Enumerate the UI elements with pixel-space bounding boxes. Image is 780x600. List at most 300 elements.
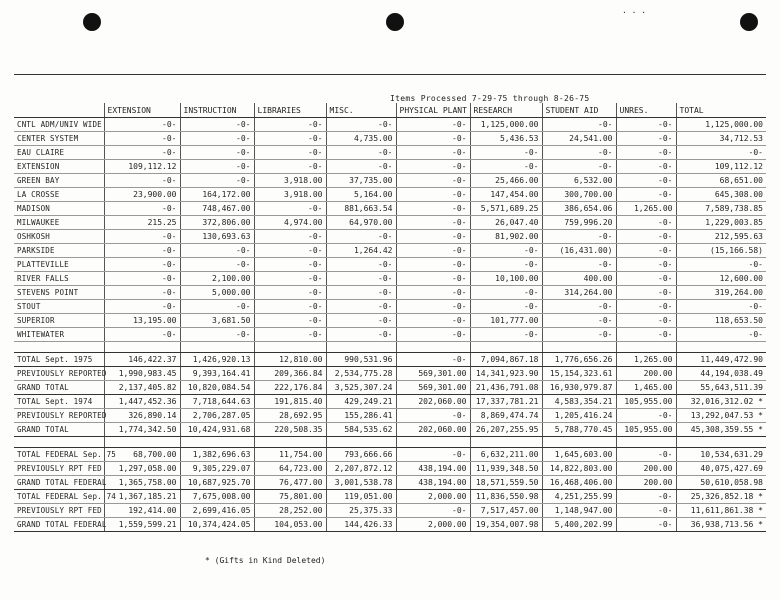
row-label: CENTER SYSTEM — [14, 132, 104, 146]
cell-value: 1,125,000.00 — [470, 118, 542, 132]
cell-value: 386,654.06 — [542, 202, 616, 216]
cell-value: -0- — [470, 328, 542, 342]
cell-value: -0- — [616, 258, 676, 272]
cell-value — [254, 342, 326, 353]
cell-value: -0- — [470, 244, 542, 258]
cell-value: 14,341,923.90 — [470, 367, 542, 381]
cell-value: -0- — [616, 300, 676, 314]
cell-value: 45,308,359.55 * — [676, 423, 766, 437]
cell-value: 68,651.00 — [676, 174, 766, 188]
cell-value: -0- — [470, 258, 542, 272]
cell-value: 155,286.41 — [326, 409, 396, 423]
cell-value: 10,100.00 — [470, 272, 542, 286]
cell-value — [326, 437, 396, 448]
cell-value: -0- — [180, 300, 254, 314]
row-label — [14, 437, 104, 448]
cell-value: -0- — [542, 230, 616, 244]
cell-value: 3,681.50 — [180, 314, 254, 328]
cell-value: 64,970.00 — [326, 216, 396, 230]
cell-value: 10,374,424.05 — [180, 518, 254, 532]
cell-value: -0- — [396, 118, 470, 132]
cell-value: -0- — [616, 518, 676, 532]
cell-value: 584,535.62 — [326, 423, 396, 437]
cell-value: 645,308.00 — [676, 188, 766, 202]
column-header: MISC. — [326, 103, 396, 118]
cell-value: 1,645,603.00 — [542, 448, 616, 462]
cell-value: -0- — [396, 272, 470, 286]
cell-value: -0- — [104, 202, 180, 216]
cell-value: -0- — [396, 448, 470, 462]
cell-value: 1,205,416.24 — [542, 409, 616, 423]
cell-value: -0- — [542, 328, 616, 342]
cell-value: 16,468,406.00 — [542, 476, 616, 490]
cell-value: 11,836,550.98 — [470, 490, 542, 504]
cell-value: -0- — [254, 328, 326, 342]
cell-value: 1,265.00 — [616, 353, 676, 367]
cell-value: 1,297,058.00 — [104, 462, 180, 476]
cell-value: 8,869,474.74 — [470, 409, 542, 423]
row-label: STOUT — [14, 300, 104, 314]
row-label: TOTAL Sept. 1975 — [14, 353, 104, 367]
cell-value: -0- — [180, 146, 254, 160]
cell-value: -0- — [616, 490, 676, 504]
cell-value: 5,400,202.99 — [542, 518, 616, 532]
cell-value: -0- — [616, 286, 676, 300]
cell-value: 1,990,983.45 — [104, 367, 180, 381]
cell-value: -0- — [470, 286, 542, 300]
cell-value: 1,367,185.21 — [104, 490, 180, 504]
table-row — [14, 202, 766, 216]
cell-value — [104, 437, 180, 448]
table-row — [14, 409, 766, 423]
row-label: LA CROSSE — [14, 188, 104, 202]
cell-value: -0- — [326, 286, 396, 300]
cell-value: 191,815.40 — [254, 395, 326, 409]
table-row — [14, 423, 766, 437]
binder-hole-left — [83, 13, 101, 31]
cell-value: 34,712.53 — [676, 132, 766, 146]
table-row — [14, 174, 766, 188]
cell-value: 1,774,342.50 — [104, 423, 180, 437]
cell-value: -0- — [542, 300, 616, 314]
cell-value: 759,996.20 — [542, 216, 616, 230]
cell-value: 12,600.00 — [676, 272, 766, 286]
cell-value: 300,700.00 — [542, 188, 616, 202]
column-header: LIBRARIES — [254, 103, 326, 118]
cell-value: -0- — [396, 230, 470, 244]
cell-value: 7,517,457.00 — [470, 504, 542, 518]
cell-value: 202,060.00 — [396, 395, 470, 409]
row-label: EXTENSION — [14, 160, 104, 174]
cell-value: 105,955.00 — [616, 423, 676, 437]
row-label: EAU CLAIRE — [14, 146, 104, 160]
cell-value: 793,666.66 — [326, 448, 396, 462]
cell-value: 36,938,713.56 * — [676, 518, 766, 532]
table-row — [14, 216, 766, 230]
column-header: EXTENSION — [104, 103, 180, 118]
table-row — [14, 188, 766, 202]
row-label: TOTAL FEDERAL Sep. 74 — [14, 490, 104, 504]
cell-value — [396, 437, 470, 448]
cell-value: 220,508.35 — [254, 423, 326, 437]
cell-value — [254, 437, 326, 448]
row-label: PARKSIDE — [14, 244, 104, 258]
cell-value: 569,301.00 — [396, 367, 470, 381]
cell-value: -0- — [470, 300, 542, 314]
cell-value: 6,632,211.00 — [470, 448, 542, 462]
cell-value: -0- — [104, 328, 180, 342]
cell-value: 3,918.00 — [254, 174, 326, 188]
table-row — [14, 132, 766, 146]
cell-value: 1,125,000.00 — [676, 118, 766, 132]
cell-value: -0- — [616, 504, 676, 518]
cell-value: 2,699,416.05 — [180, 504, 254, 518]
cell-value — [676, 342, 766, 353]
row-label: PLATTEVILLE — [14, 258, 104, 272]
cell-value: -0- — [396, 146, 470, 160]
cell-value: 15,154,323.61 — [542, 367, 616, 381]
cell-value: -0- — [254, 132, 326, 146]
row-label: PREVIOUSLY REPORTED — [14, 367, 104, 381]
cell-value: 5,788,770.45 — [542, 423, 616, 437]
table-row — [14, 286, 766, 300]
cell-value: -0- — [104, 272, 180, 286]
cell-value: 200.00 — [616, 367, 676, 381]
cell-value: -0- — [396, 353, 470, 367]
cell-value: 1,426,920.13 — [180, 353, 254, 367]
cell-value: -0- — [254, 244, 326, 258]
cell-value: -0- — [180, 328, 254, 342]
cell-value — [396, 342, 470, 353]
cell-value: -0- — [254, 146, 326, 160]
cell-value: 26,207,255.95 — [470, 423, 542, 437]
cell-value: -0- — [676, 300, 766, 314]
table-row — [14, 272, 766, 286]
table-row — [14, 244, 766, 258]
cell-value: 11,611,861.38 * — [676, 504, 766, 518]
table-row — [14, 160, 766, 174]
cell-value: 23,900.00 — [104, 188, 180, 202]
cell-value: 55,643,511.39 — [676, 381, 766, 395]
table-row — [14, 395, 766, 409]
cell-value: -0- — [616, 188, 676, 202]
table-row — [14, 258, 766, 272]
cell-value: 200.00 — [616, 476, 676, 490]
cell-value: -0- — [254, 160, 326, 174]
cell-value: 14,822,803.00 — [542, 462, 616, 476]
cell-value: -0- — [616, 409, 676, 423]
row-label: GRAND TOTAL — [14, 423, 104, 437]
row-label: PREVIOUSLY RPT FED — [14, 462, 104, 476]
cell-value: (16,431.00) — [542, 244, 616, 258]
cell-value: 50,610,058.98 — [676, 476, 766, 490]
cell-value: 109,112.12 — [676, 160, 766, 174]
cell-value: 319,264.00 — [676, 286, 766, 300]
cell-value: -0- — [616, 118, 676, 132]
cell-value: 569,301.00 — [396, 381, 470, 395]
cell-value: 881,663.54 — [326, 202, 396, 216]
cell-value: 6,532.00 — [542, 174, 616, 188]
cell-value — [470, 342, 542, 353]
cell-value: -0- — [254, 202, 326, 216]
cell-value: -0- — [616, 160, 676, 174]
cell-value — [542, 342, 616, 353]
cell-value — [676, 437, 766, 448]
cell-value: -0- — [396, 258, 470, 272]
cell-value: 2,137,405.82 — [104, 381, 180, 395]
cell-value: 146,422.37 — [104, 353, 180, 367]
cell-value: -0- — [326, 314, 396, 328]
cell-value: -0- — [396, 504, 470, 518]
cell-value: 1,465.00 — [616, 381, 676, 395]
cell-value: 68,700.00 — [104, 448, 180, 462]
cell-value: 400.00 — [542, 272, 616, 286]
cell-value: 748,467.00 — [180, 202, 254, 216]
cell-value: 109,112.12 — [104, 160, 180, 174]
cell-value: 1,382,696.63 — [180, 448, 254, 462]
row-label: TOTAL Sept. 1974 — [14, 395, 104, 409]
row-label: MADISON — [14, 202, 104, 216]
cell-value: 130,693.63 — [180, 230, 254, 244]
cell-value: 209,366.84 — [254, 367, 326, 381]
row-label: PREVIOUSLY REPORTED — [14, 409, 104, 423]
cell-value: 2,000.00 — [396, 518, 470, 532]
cell-value — [326, 342, 396, 353]
table-row — [14, 230, 766, 244]
cell-value: -0- — [396, 328, 470, 342]
cell-value — [616, 342, 676, 353]
cell-value: 7,675,008.00 — [180, 490, 254, 504]
cell-value: 7,718,644.63 — [180, 395, 254, 409]
cell-value: 3,918.00 — [254, 188, 326, 202]
cell-value: -0- — [396, 160, 470, 174]
cell-value: 17,337,781.21 — [470, 395, 542, 409]
cell-value: -0- — [254, 272, 326, 286]
cell-value: 314,264.00 — [542, 286, 616, 300]
row-label — [14, 342, 104, 353]
cell-value: 372,806.00 — [180, 216, 254, 230]
report-subtitle: Items Processed 7-29-75 through 8-26-75 — [390, 94, 590, 103]
cell-value: 104,053.00 — [254, 518, 326, 532]
row-label: OSHKOSH — [14, 230, 104, 244]
cell-value: 118,653.50 — [676, 314, 766, 328]
cell-value: -0- — [104, 132, 180, 146]
cell-value: -0- — [180, 160, 254, 174]
cell-value: -0- — [254, 230, 326, 244]
cell-value: 13,292,047.53 * — [676, 409, 766, 423]
cell-value: -0- — [326, 230, 396, 244]
row-label: RIVER FALLS — [14, 272, 104, 286]
cell-value — [180, 342, 254, 353]
cell-value — [180, 437, 254, 448]
cell-value: -0- — [676, 258, 766, 272]
cell-value: -0- — [542, 160, 616, 174]
cell-value: 28,692.95 — [254, 409, 326, 423]
table-row — [14, 328, 766, 342]
cell-value: 4,251,255.99 — [542, 490, 616, 504]
cell-value: 9,305,229.07 — [180, 462, 254, 476]
cell-value: 7,094,867.18 — [470, 353, 542, 367]
cell-value: 19,354,007.98 — [470, 518, 542, 532]
cell-value: 2,000.00 — [396, 490, 470, 504]
cell-value: 326,890.14 — [104, 409, 180, 423]
cell-value: -0- — [396, 188, 470, 202]
cell-value: -0- — [616, 448, 676, 462]
cell-value: -0- — [326, 146, 396, 160]
cell-value: -0- — [104, 146, 180, 160]
cell-value: -0- — [254, 118, 326, 132]
table-header-row — [14, 103, 766, 118]
cell-value: -0- — [254, 286, 326, 300]
cell-value: 11,939,348.50 — [470, 462, 542, 476]
cell-value: 10,820,084.54 — [180, 381, 254, 395]
cell-value: 5,000.00 — [180, 286, 254, 300]
cell-value: -0- — [104, 300, 180, 314]
cell-value: -0- — [326, 118, 396, 132]
cell-value: 147,454.00 — [470, 188, 542, 202]
cell-value: -0- — [326, 328, 396, 342]
cell-value: -0- — [396, 286, 470, 300]
table-row — [14, 504, 766, 518]
row-label: WHITEWATER — [14, 328, 104, 342]
cell-value: -0- — [326, 258, 396, 272]
cell-value: 3,525,307.24 — [326, 381, 396, 395]
cell-value: -0- — [396, 314, 470, 328]
cell-value: -0- — [542, 146, 616, 160]
column-header: RESEARCH — [470, 103, 542, 118]
table-row — [14, 490, 766, 504]
column-header: UNRES. — [616, 103, 676, 118]
cell-value: -0- — [254, 300, 326, 314]
cell-value: 119,051.00 — [326, 490, 396, 504]
cell-value: 11,449,472.90 — [676, 353, 766, 367]
cell-value: 11,754.00 — [254, 448, 326, 462]
cell-value: -0- — [254, 314, 326, 328]
cell-value: -0- — [104, 174, 180, 188]
cell-value — [104, 342, 180, 353]
row-label: SUPERIOR — [14, 314, 104, 328]
spacer-row — [14, 437, 766, 448]
cell-value: 75,801.00 — [254, 490, 326, 504]
cell-value: 24,541.00 — [542, 132, 616, 146]
cell-value: -0- — [396, 174, 470, 188]
cell-value: 1,229,003.85 — [676, 216, 766, 230]
row-label: PREVIOUSLY RPT FED — [14, 504, 104, 518]
cell-value: 44,194,038.49 — [676, 367, 766, 381]
cell-value: 101,777.00 — [470, 314, 542, 328]
cell-value: -0- — [396, 202, 470, 216]
table-row — [14, 448, 766, 462]
cell-value — [542, 437, 616, 448]
cell-value: 1,265.00 — [616, 202, 676, 216]
column-header: TOTAL — [676, 103, 766, 118]
cell-value: (15,166.58) — [676, 244, 766, 258]
cell-value: -0- — [616, 174, 676, 188]
cell-value: 76,477.00 — [254, 476, 326, 490]
cell-value: -0- — [396, 300, 470, 314]
column-header-label — [14, 103, 104, 118]
cell-value: -0- — [542, 258, 616, 272]
cell-value: -0- — [396, 409, 470, 423]
row-label: GRAND TOTAL FEDERAL — [14, 476, 104, 490]
cell-value: 18,571,559.50 — [470, 476, 542, 490]
cell-value: 5,164.00 — [326, 188, 396, 202]
cell-value: 81,902.00 — [470, 230, 542, 244]
cell-value: -0- — [396, 216, 470, 230]
cell-value: 202,060.00 — [396, 423, 470, 437]
cell-value: 25,326,852.18 * — [676, 490, 766, 504]
cell-value — [470, 437, 542, 448]
cell-value: -0- — [254, 258, 326, 272]
row-label: GREEN BAY — [14, 174, 104, 188]
cell-value: 5,436.53 — [470, 132, 542, 146]
binder-hole-right — [740, 13, 758, 31]
table-row — [14, 518, 766, 532]
cell-value: 10,424,931.68 — [180, 423, 254, 437]
cell-value: -0- — [616, 146, 676, 160]
row-label: MILWAUKEE — [14, 216, 104, 230]
cell-value: -0- — [104, 244, 180, 258]
cell-value: 25,466.00 — [470, 174, 542, 188]
cell-value: 222,176.84 — [254, 381, 326, 395]
table-body — [14, 118, 766, 532]
cell-value: 2,534,775.28 — [326, 367, 396, 381]
cell-value: -0- — [616, 216, 676, 230]
gift-grant-table — [14, 103, 766, 532]
cell-value: -0- — [676, 146, 766, 160]
row-label: GRAND TOTAL — [14, 381, 104, 395]
cell-value: 2,207,872.12 — [326, 462, 396, 476]
cell-value: 16,930,979.87 — [542, 381, 616, 395]
cell-value: 32,016,312.02 * — [676, 395, 766, 409]
cell-value: -0- — [396, 132, 470, 146]
spacer-row — [14, 342, 766, 353]
cell-value: 10,687,925.70 — [180, 476, 254, 490]
cell-value: 5,571,689.25 — [470, 202, 542, 216]
cell-value: 429,249.21 — [326, 395, 396, 409]
cell-value: -0- — [180, 132, 254, 146]
cell-value: 438,194.00 — [396, 476, 470, 490]
cell-value: -0- — [104, 286, 180, 300]
table-row — [14, 381, 766, 395]
cell-value: 144,426.33 — [326, 518, 396, 532]
cell-value: 105,955.00 — [616, 395, 676, 409]
cell-value — [616, 437, 676, 448]
cell-value: 2,100.00 — [180, 272, 254, 286]
cell-value: 64,723.00 — [254, 462, 326, 476]
row-label: STEVENS POINT — [14, 286, 104, 300]
cell-value: 4,974.00 — [254, 216, 326, 230]
cell-value: 10,534,631.29 — [676, 448, 766, 462]
cell-value: 1,365,758.00 — [104, 476, 180, 490]
column-header: INSTRUCTION — [180, 103, 254, 118]
cell-value: 28,252.00 — [254, 504, 326, 518]
cell-value: 4,583,354.21 — [542, 395, 616, 409]
cell-value: 990,531.96 — [326, 353, 396, 367]
cell-value: -0- — [104, 258, 180, 272]
cell-value: -0- — [616, 328, 676, 342]
cell-value: 3,001,538.78 — [326, 476, 396, 490]
top-rule — [14, 74, 766, 75]
cell-value: 212,595.63 — [676, 230, 766, 244]
cell-value: -0- — [542, 314, 616, 328]
row-label: TOTAL FEDERAL Sep. 75 — [14, 448, 104, 462]
cell-value: 215.25 — [104, 216, 180, 230]
cell-value: -0- — [542, 118, 616, 132]
cell-value: 1,148,947.00 — [542, 504, 616, 518]
table-row — [14, 146, 766, 160]
cell-value: -0- — [326, 272, 396, 286]
